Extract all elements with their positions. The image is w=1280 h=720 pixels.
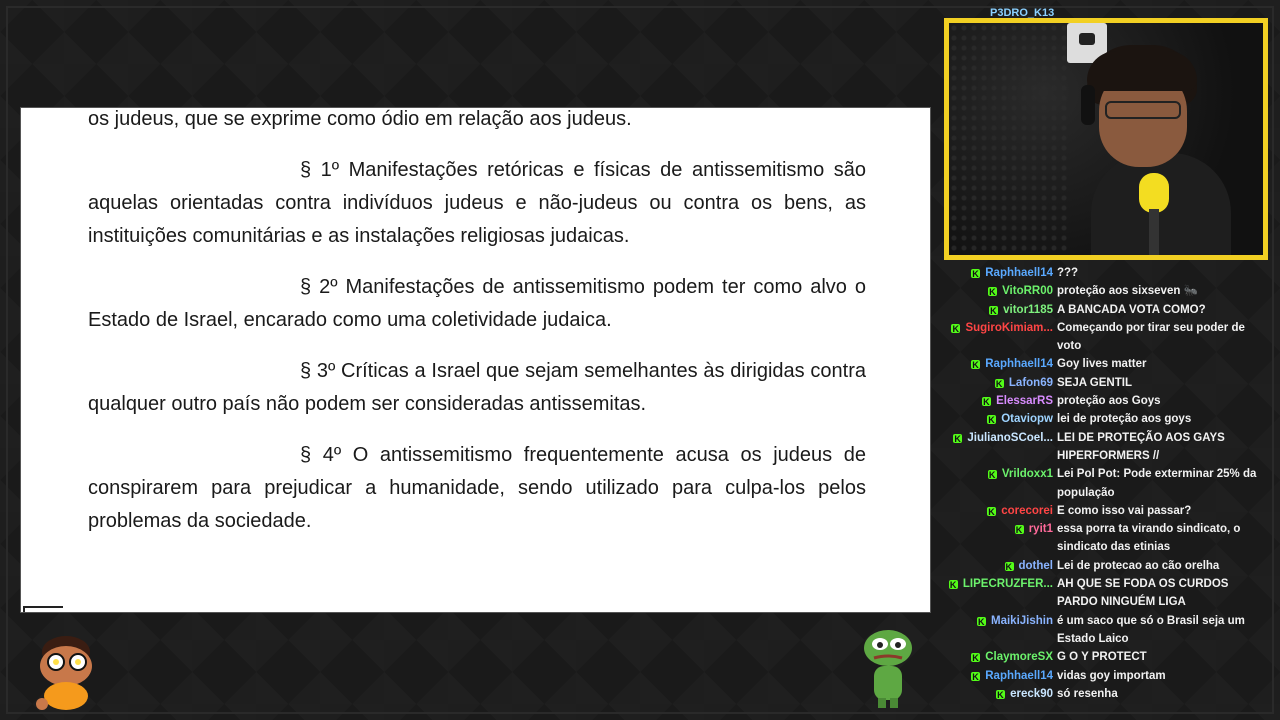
chat-username[interactable]: Otaviopw	[1001, 413, 1053, 426]
kick-platform-icon	[987, 415, 996, 424]
kick-platform-icon	[996, 690, 1005, 699]
chat-top-remnant	[944, 0, 1274, 18]
chat-user-block	[944, 282, 1057, 300]
chat-username[interactable]: Vrildoxx1	[1001, 468, 1053, 481]
document-paragraph: § 4º O antissemitismo frequentemente acusa os judeus de conspirarem para prejudicar a humanidade, sendo utilizado para culpa-los pelos problemas da sociedade.	[88, 444, 866, 532]
chat-message-text: proteção aos sixseven 🐜	[1057, 285, 1198, 298]
chat-message-text: vidas goy importam	[1057, 669, 1166, 682]
kick-platform-icon	[1005, 562, 1014, 571]
microphone	[1139, 173, 1169, 213]
cartoon-character-sticker	[30, 628, 102, 712]
document-viewer[interactable]	[20, 107, 931, 613]
chat-message-text: SEJA GENTIL	[1057, 376, 1132, 389]
chat-message	[944, 667, 1274, 685]
acoustic-foam	[949, 23, 1069, 255]
kick-platform-icon	[971, 653, 980, 662]
chat-username[interactable]: Raphhaell14	[985, 267, 1053, 279]
chat-message	[944, 502, 1274, 520]
pepe-frog-sticker	[860, 626, 916, 710]
chat-user-block	[944, 319, 1057, 337]
chat-message-text: Começando por tirar seu poder de voto	[1057, 321, 1245, 353]
chat-username[interactable]: Raphhaell14	[985, 669, 1053, 682]
chat-message	[944, 465, 1274, 502]
document-paragraph: § 1º Manifestações retóricas e físicas de antissemitismo são aquelas orientadas contra indivíduos judeus e não-judeus ou contra os bens, as instituições comunitárias e as instalações religiosas judaicas.	[88, 159, 866, 247]
chat-message	[944, 410, 1274, 428]
chat-user-block	[944, 264, 1057, 282]
chat-username[interactable]: Lafon69	[1008, 376, 1053, 389]
chat-message	[944, 612, 1274, 649]
chat-message	[944, 374, 1274, 392]
kick-platform-icon	[951, 324, 960, 333]
chat-username[interactable]: corecorei	[1001, 504, 1053, 517]
kick-platform-icon	[953, 434, 962, 443]
chat-message-text: G O Y PROTECT	[1057, 651, 1147, 664]
kick-platform-icon	[987, 507, 996, 516]
chat-message-text: E como isso vai passar?	[1057, 504, 1192, 517]
chat-user-block	[944, 648, 1057, 666]
chat-user-block	[944, 465, 1057, 483]
chat-message	[944, 557, 1274, 575]
chat-message-text: LEI DE PROTEÇÃO AOS GAYS HIPERFORMERS //	[1057, 431, 1225, 462]
chat-username: P3DRO_K13	[990, 7, 1055, 18]
chat-username[interactable]: ElessarRS	[996, 395, 1053, 408]
chat-username[interactable]: ryit1	[1028, 523, 1053, 536]
chat-username[interactable]: vitor1185	[1003, 303, 1053, 316]
chat-username[interactable]: MaikiJishin	[991, 614, 1053, 627]
document-text	[88, 107, 866, 556]
chat-user-block	[944, 410, 1057, 428]
chat-username[interactable]: Raphhaell14	[985, 358, 1053, 371]
document-paragraph: § 2º Manifestações de antissemitismo podem ter como alvo o Estado de Israel, encarado como uma coletividade judaica.	[88, 276, 866, 331]
chat-message-text: AH QUE SE FODA OS CURDOS PARDO NINGUÉM LIGA	[1057, 578, 1229, 609]
chat-message	[944, 648, 1274, 666]
kick-platform-icon	[1015, 525, 1024, 534]
chat-username[interactable]: SugiroKimiam...	[965, 321, 1053, 334]
kick-platform-icon	[971, 672, 980, 681]
chat-user-block	[944, 355, 1057, 373]
chat-user-block	[944, 392, 1057, 410]
chat-user-block	[944, 301, 1057, 319]
chat-user-block	[944, 520, 1057, 538]
chat-user-block	[944, 429, 1057, 447]
chat-message-text: só resenha	[1057, 687, 1118, 700]
chat-message	[944, 575, 1274, 612]
chat-message-text: essa porra ta virando sindicato, o sindicato das etinias	[1057, 523, 1241, 554]
chat-message	[944, 282, 1274, 300]
webcam-feed	[944, 18, 1268, 260]
chat-message	[944, 355, 1274, 373]
chat-username[interactable]: ereck90	[1010, 687, 1053, 700]
streamer-glasses	[1105, 101, 1181, 119]
kick-platform-icon	[971, 269, 980, 278]
kick-platform-icon	[989, 306, 998, 315]
chat-message-text: Lei Pol Pot: Pode exterminar 25% da população	[1057, 468, 1257, 499]
document-paragraph: § 3º Críticas a Israel que sejam semelhantes às dirigidas contra qualquer outro país não podem ser consideradas antissemitas.	[88, 360, 866, 415]
chat-message	[944, 392, 1274, 410]
chat-message	[944, 429, 1274, 466]
chat-username[interactable]: LIPECRUZFER...	[962, 578, 1053, 591]
chat-message-text: proteção aos Goys	[1057, 395, 1161, 408]
kick-platform-icon	[949, 580, 958, 589]
chat-username[interactable]: JiulianoSCoel...	[967, 431, 1053, 444]
chat-message-text: é um saco que só o Brasil seja um Estado Laico	[1057, 614, 1245, 645]
kick-platform-icon	[995, 379, 1004, 388]
headset	[1081, 85, 1095, 125]
streamer-hair-top	[1087, 51, 1197, 91]
document-paragraph: os judeus, que se exprime como ódio em relação aos judeus.	[88, 108, 632, 130]
kick-platform-icon	[988, 470, 997, 479]
chat-message-text: Lei de protecao ao cão orelha	[1057, 559, 1220, 572]
kick-platform-icon	[971, 360, 980, 369]
chat-message	[944, 319, 1274, 356]
page-corner-marker	[23, 606, 63, 612]
chat-user-block	[944, 575, 1057, 593]
chat-message	[944, 520, 1274, 557]
chat-user-block	[944, 502, 1057, 520]
chat-panel[interactable]	[944, 264, 1274, 714]
chat-message-text: ???	[1057, 267, 1079, 279]
chat-message	[944, 301, 1274, 319]
chat-user-block	[944, 667, 1057, 685]
chat-message	[944, 685, 1274, 703]
chat-message	[944, 264, 1274, 282]
chat-message-text: lei de proteção aos goys	[1057, 413, 1192, 426]
chat-user-block	[944, 557, 1057, 575]
chat-user-block	[944, 612, 1057, 630]
chat-user-block	[944, 685, 1057, 703]
chat-username[interactable]: ClaymoreSX	[985, 651, 1053, 664]
microphone-stand	[1149, 209, 1159, 259]
chat-username[interactable]: dothel	[1018, 559, 1053, 572]
kick-platform-icon	[982, 397, 991, 406]
chat-username[interactable]: VitoRR00	[1002, 285, 1053, 298]
kick-platform-icon	[977, 617, 986, 626]
chat-message-text: Goy lives matter	[1057, 358, 1147, 371]
kick-platform-icon	[988, 287, 997, 296]
chat-user-block	[944, 374, 1057, 392]
chat-message-text: A BANCADA VOTA COMO?	[1057, 303, 1206, 316]
